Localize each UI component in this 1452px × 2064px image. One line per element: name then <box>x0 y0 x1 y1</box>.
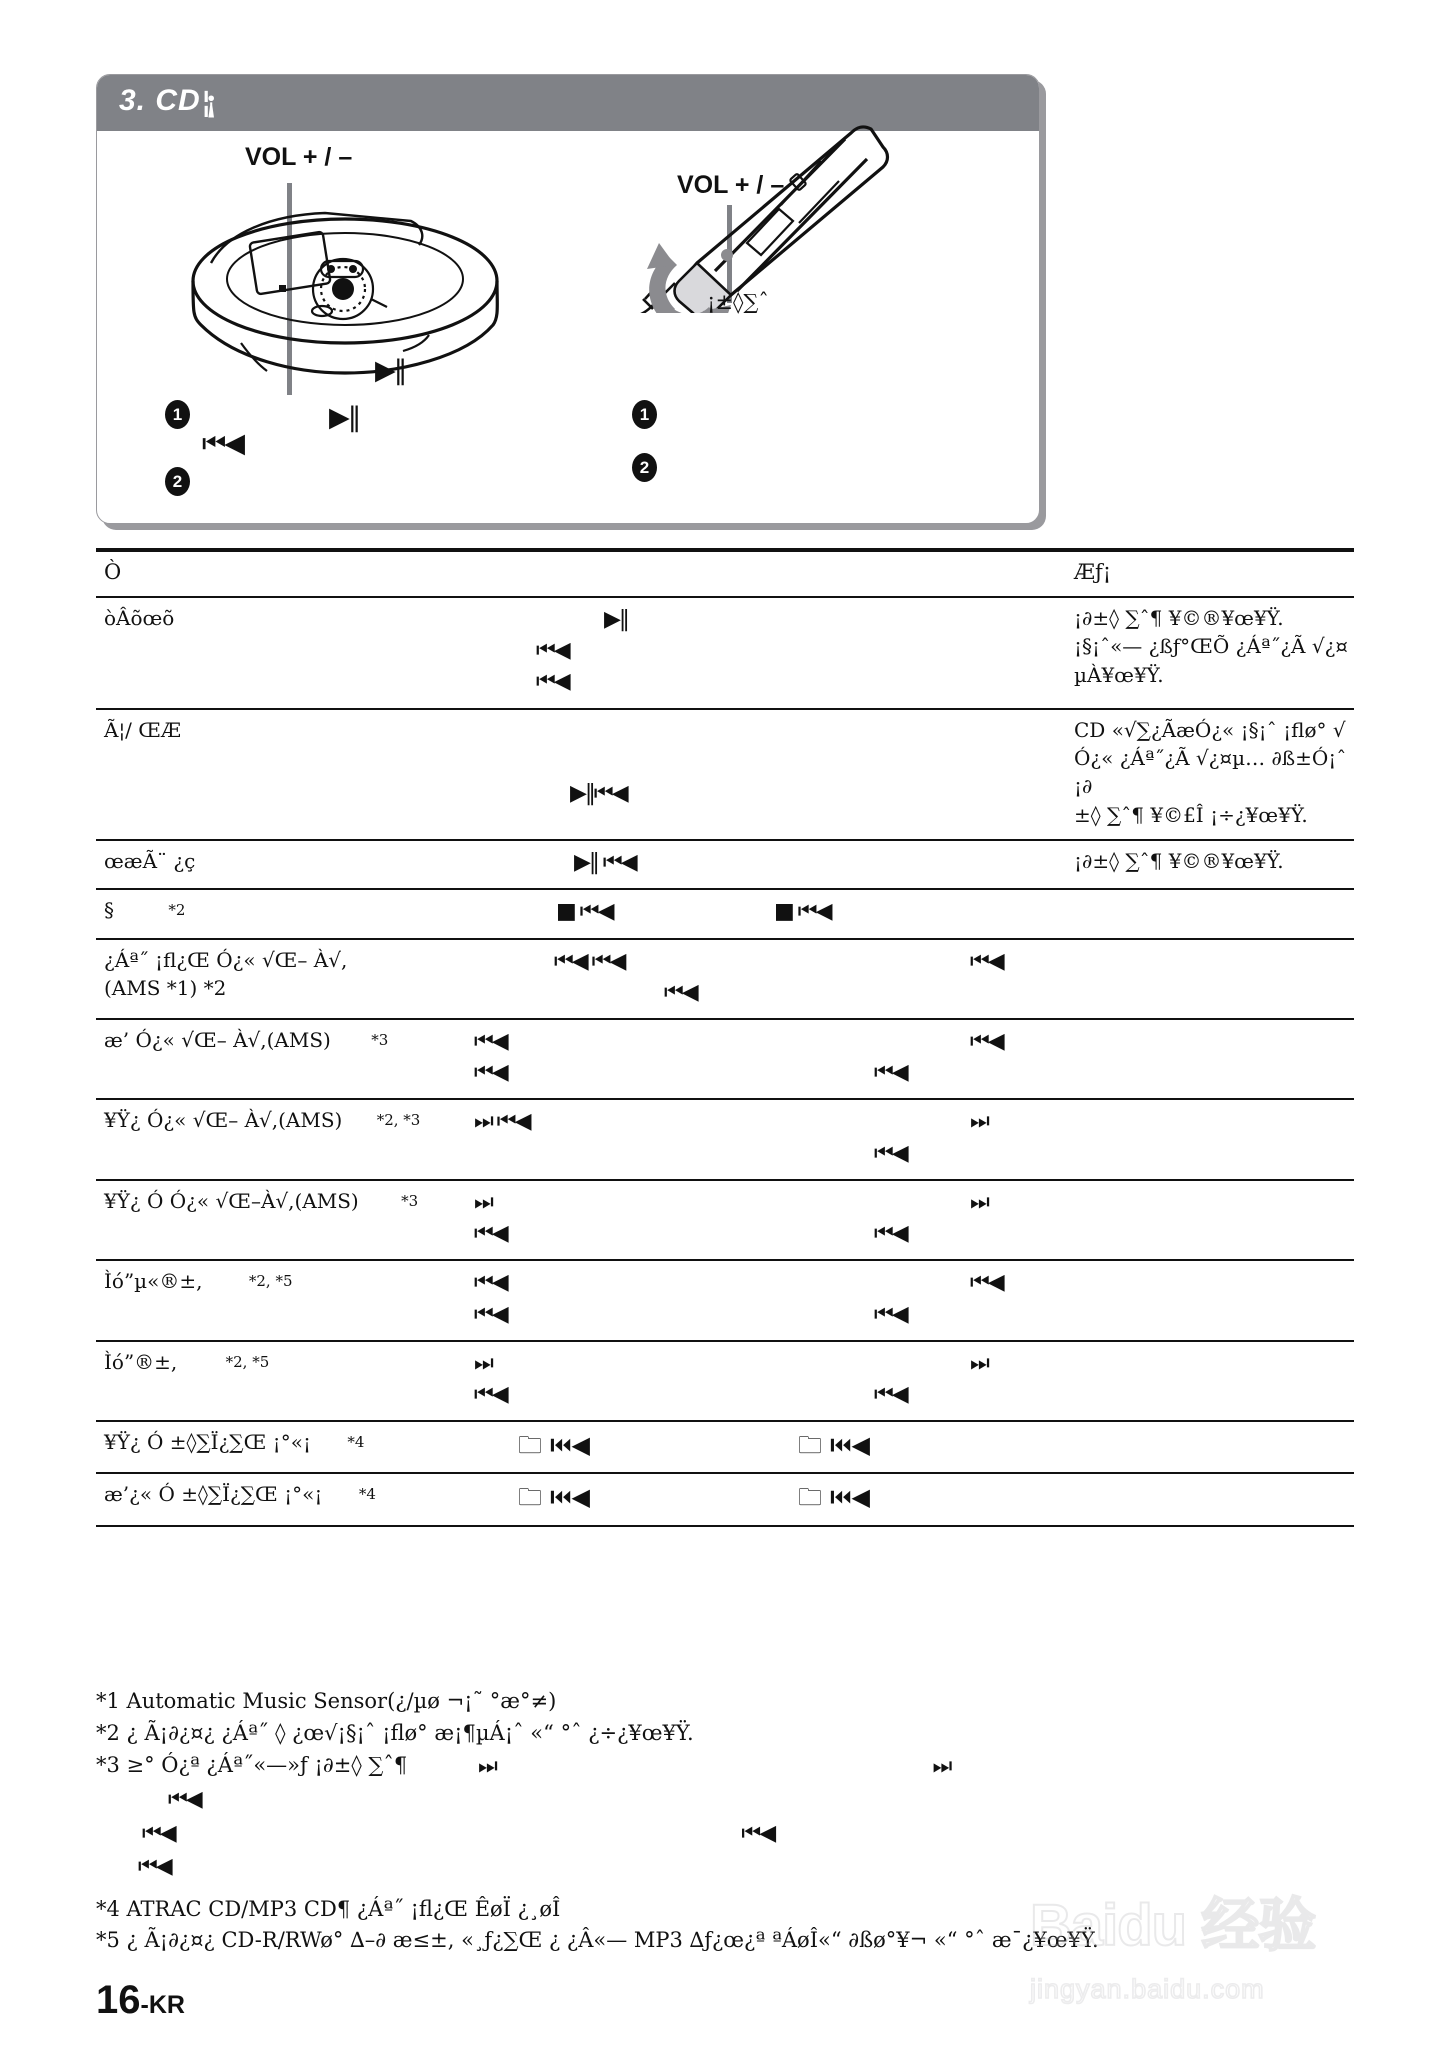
row-operation: ¥Ÿ¿ Ó¿« √Œ– À√,(AMS) *2, *3 <box>96 1099 466 1179</box>
footnote-3-ff-glyph: ⏭ <box>477 1753 496 1779</box>
footnote-3-rew-glyph-2: ⏮◀ <box>142 1820 175 1846</box>
footnote-3-rew-glyph-1: ⏮◀ <box>168 1787 201 1813</box>
callout-2-player: 2 <box>165 467 190 496</box>
row-operation: Ã¦/ ŒÆ <box>96 709 466 841</box>
header-remote <box>766 550 1066 597</box>
panel-title-mojibake: ¦¡ <box>200 85 211 120</box>
row-mid-glyphs: ⏮◀ ⏮◀ <box>466 1260 766 1340</box>
header-description: Æƒ¡ <box>1066 550 1354 597</box>
row-mid-glyphs: ■ ⏮◀ <box>466 889 766 938</box>
row-remote-glyphs <box>766 1421 1066 1473</box>
row-remote-glyphs: ⏭ ⏮◀ <box>766 1180 1066 1260</box>
page-number-suffix: -KR <box>140 1991 185 2019</box>
row-operation: ¿Áª˝ ¡ﬂ¿Œ Ó¿« √Œ– À√, (AMS *1) *2 <box>96 939 466 1019</box>
row-remote-glyphs: ⏮◀ ⏮◀ <box>766 1260 1066 1340</box>
row-remote-glyphs: ⏭ ⏮◀ <box>766 1341 1066 1421</box>
table-row <box>96 597 1354 709</box>
row-mid-glyphs: ⏮◀ ⏮◀ ⏮◀ <box>466 939 766 1019</box>
folder-icon: 🗀 ⏮◀ <box>798 1483 870 1512</box>
row-remote-glyphs: ⏮◀ <box>766 939 1066 1019</box>
row-mid-glyphs: ⏭ ⏮◀ <box>466 1341 766 1421</box>
row-remote-glyphs: ■ ⏮◀ <box>766 889 1066 938</box>
footnote-3-continuation-c <box>96 1850 1386 1883</box>
footnote-5: *5 ¿ Ã¡∂¿¤¿ CD-R/RWø° ∆–∂ æ≤±, «¸ƒ¿∑Œ ¿ ¿Â«— MP3 ∆ƒ¿œ¿ª ªÁøÎ«“ ∂ßø°¥¬ «“ °ˆ æ¯¿¥œ¥Ÿ. <box>96 1928 1099 1953</box>
page-number-value: 16 <box>96 1978 141 2022</box>
row-mid-glyphs: ▶‖ ⏮◀ ⏮◀ <box>466 597 766 709</box>
player-vol-label: VOL + / – <box>245 143 353 171</box>
cd-player-illustration <box>175 193 515 383</box>
row-description: CD «√∑¿ÃæÓ¿« ¡§¡ˆ ¡ﬂø° √ Ó¿« ¿Áª˝¿Ã √¿¤µ… ∂ß±Ó¡ˆ ¡∂ ±◊ ∑ˆ¶ ¥©£Î ¡÷¿¥œ¥Ÿ. <box>1066 709 1354 841</box>
row-description <box>1066 939 1354 1019</box>
footnote-3-rew-glyph-4: ⏮◀ <box>138 1854 171 1880</box>
row-remote-glyphs <box>766 597 1066 709</box>
header-mid <box>466 550 766 597</box>
row-operation: § *2 <box>96 889 466 938</box>
row-remote-glyphs <box>766 1473 1066 1525</box>
table-header-row <box>96 550 1354 597</box>
row-operation: Ìó”µ«®±, *2, *5 <box>96 1260 466 1340</box>
footnote-3-continuation-b <box>96 1817 1386 1850</box>
table-row <box>96 709 1354 841</box>
player-playpause-glyph-callout: ▶‖ <box>329 402 360 433</box>
table-row <box>96 840 1354 889</box>
row-operation: æ’¿« Ó ±◊∑Ï¿∑Œ ¡°«¡ *4 <box>96 1473 466 1525</box>
row-description: ¡∂±◊ ∑ˆ¶ ¥©®¥œ¥Ÿ. <box>1066 840 1354 889</box>
row-description <box>1066 1180 1354 1260</box>
panel-title <box>119 83 211 118</box>
row-description: ¡∂±◊ ∑ˆ¶ ¥©®¥œ¥Ÿ. ¡§¡ˆ«— ¿ßƒ°ŒÕ ¿Áª˝¿Ã √¿¤ µÀ¥œ¥Ÿ. <box>1066 597 1354 709</box>
row-remote-glyphs <box>766 840 1066 889</box>
row-mid-glyphs: ▶‖ ⏮◀ <box>466 840 766 889</box>
player-prev-glyph: ⏮◀ <box>202 428 244 459</box>
folder-icon: 🗀 ⏮◀ <box>798 1431 870 1460</box>
operations-table <box>96 548 1354 1527</box>
footnote-3-ff-glyph-right: ⏭ <box>932 1753 951 1779</box>
remote-note-label: ¡±◊∑ˆ <box>707 290 769 314</box>
table-bottom-rule-row <box>96 1526 1354 1527</box>
row-description <box>1066 1473 1354 1525</box>
row-description <box>1066 1019 1354 1099</box>
row-operation: œæÃ¨ ¿ç <box>96 840 466 889</box>
callout-2-remote: 2 <box>632 453 657 482</box>
footnote-1: *1 Automatic Music Sensor(¿/µø ¬¡˜ °æ°≠) <box>96 1689 557 1713</box>
footnote-3-continuation-a <box>96 1783 1386 1816</box>
row-mid-glyphs: ⏭ ⏮◀ <box>466 1099 766 1179</box>
panel-title-prefix: 3. CD <box>119 84 201 117</box>
row-description <box>1066 1421 1354 1473</box>
watermark-bottom-text: jingyan.baidu.com <box>1030 1974 1265 2004</box>
row-mid-glyphs: ▶‖⏮◀ <box>466 709 766 841</box>
table-row <box>96 889 1354 938</box>
player-playpause-glyph-lower: ▶‖ <box>375 355 406 386</box>
folder-icon: 🗀 ⏮◀ <box>518 1483 590 1512</box>
panel-header-bar <box>97 75 1039 131</box>
table-row <box>96 1421 1354 1473</box>
folder-icon: 🗀 ⏮◀ <box>518 1431 590 1460</box>
row-description <box>1066 1099 1354 1179</box>
row-mid-glyphs <box>466 1421 766 1473</box>
remote-control-illustration <box>571 123 891 313</box>
row-description <box>1066 1260 1354 1340</box>
callout-1-remote: 1 <box>632 400 657 429</box>
table-row <box>96 1260 1354 1340</box>
table-row <box>96 1341 1354 1421</box>
callout-1-player: 1 <box>165 400 190 429</box>
table-row <box>96 1019 1354 1099</box>
remote-vol-label: VOL + / – <box>677 171 785 199</box>
row-remote-glyphs: ⏮◀ ⏮◀ <box>766 1019 1066 1099</box>
illustration-panel <box>96 74 1040 524</box>
table-row <box>96 1099 1354 1179</box>
row-remote-glyphs: ⏭ ⏮◀ <box>766 1099 1066 1179</box>
table-row <box>96 939 1354 1019</box>
footnote-3: *3 ≥° Ó¿ª ¿Áª˝«—»ƒ ¡∂±◊ ∑ˆ¶ ⏭ ⏭ <box>96 1750 1386 1783</box>
watermark-top-text: Baidu 经验 <box>1030 1893 1316 1958</box>
footnote-2: *2 ¿ Ã¡∂¿¤¿ ¿Áª˝ ◊ ¿œ√¡§¡ˆ ¡ﬂø° æ¡¶µÁ¡ˆ «“ °ˆ ¿÷¿¥œ¥Ÿ. <box>96 1720 694 1745</box>
row-mid-glyphs: ⏭ ⏮◀ <box>466 1180 766 1260</box>
footnote-3-rew-glyph-3: ⏮◀ <box>741 1820 775 1846</box>
row-operation: òÂõœõ <box>96 597 466 709</box>
row-operation: æ’ Ó¿« √Œ– À√,(AMS) *3 <box>96 1019 466 1099</box>
row-description <box>1066 889 1354 938</box>
footnote-4: *4 ATRAC CD/MP3 CD¶ ¿Áª˝ ¡ﬂ¿Œ ÊøÏ ¿¸øÎ <box>96 1896 561 1921</box>
page-number <box>96 1978 185 2023</box>
row-remote-glyphs <box>766 709 1066 841</box>
header-operation: Ò <box>96 550 466 597</box>
row-description <box>1066 1341 1354 1421</box>
row-operation: ¥Ÿ¿ Ó Ó¿« √Œ–À√,(AMS) *3 <box>96 1180 466 1260</box>
row-mid-glyphs: ⏮◀ ⏮◀ <box>466 1019 766 1099</box>
row-operation: Ìó”®±, *2, *5 <box>96 1341 466 1421</box>
footnotes <box>96 1686 1386 1957</box>
row-mid-glyphs <box>466 1473 766 1525</box>
row-operation: ¥Ÿ¿ Ó ±◊∑Ï¿∑Œ ¡°«¡ *4 <box>96 1421 466 1473</box>
table-row <box>96 1473 1354 1525</box>
table-row <box>96 1180 1354 1260</box>
